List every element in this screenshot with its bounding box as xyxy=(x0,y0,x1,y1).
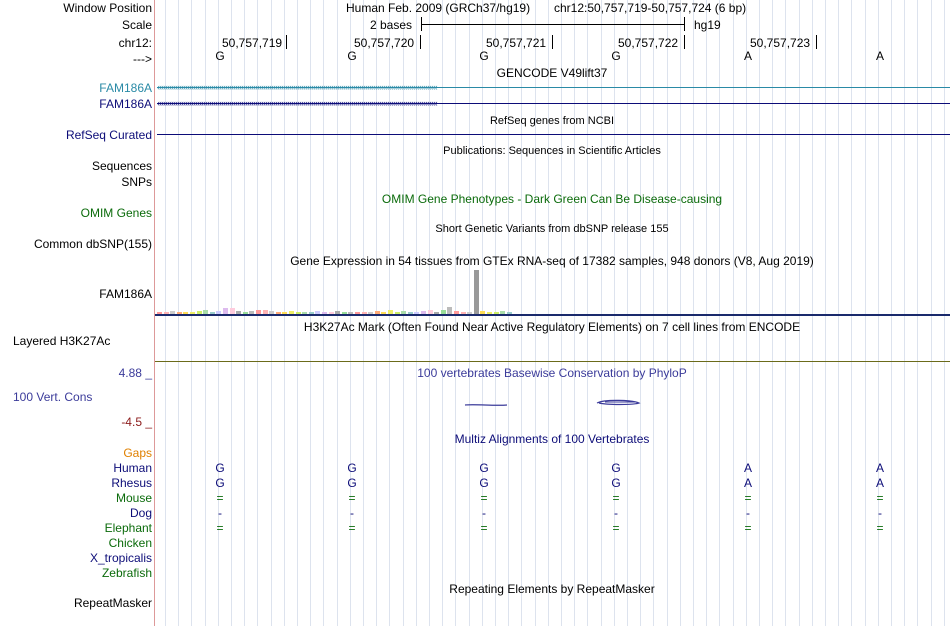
publications-track-title: Publications: Sequences in Scientific Articles xyxy=(443,145,661,157)
species-label-zebrafish[interactable]: Zebrafish xyxy=(101,566,152,580)
alignment-cell: = xyxy=(876,491,884,505)
h3k27ac-track-label[interactable]: Layered H3K27Ac xyxy=(13,334,111,348)
phylop-min-label: -4.5 _ xyxy=(121,415,152,429)
alignment-cell: = xyxy=(348,491,356,505)
ruler-tick xyxy=(420,35,421,49)
alignment-cell: G xyxy=(215,476,225,490)
ruler-coord: 50,757,722 xyxy=(618,36,679,50)
ruler-tick xyxy=(816,35,817,49)
alignment-cell: G xyxy=(479,476,489,490)
alignment-cell: = xyxy=(216,521,224,535)
phylop-track-title: 100 vertebrates Basewise Conservation by PhyloP xyxy=(417,366,687,380)
ruler-coord: 50,757,723 xyxy=(750,36,811,50)
dbsnp-track-label[interactable]: Common dbSNP(155) xyxy=(33,237,152,251)
sequences-track-label[interactable]: Sequences xyxy=(91,159,152,173)
db-text: hg19 xyxy=(694,18,721,32)
scale-text: 2 bases xyxy=(370,18,413,32)
ruler-tick xyxy=(552,35,553,49)
h3k27ac-track-title: H3K27Ac Mark (Often Found Near Active Regulatory Elements) on 7 cell lines from ENCODE xyxy=(303,320,801,334)
species-label-rhesus[interactable]: Rhesus xyxy=(111,476,152,490)
repeatmasker-track-title: Repeating Elements by RepeatMasker xyxy=(449,582,655,596)
alignment-cell: = xyxy=(744,521,752,535)
track-label-column xyxy=(0,0,154,626)
alignment-cell: A xyxy=(875,461,884,475)
chrom-label[interactable]: chr12: xyxy=(118,36,152,50)
alignment-cell: - xyxy=(482,506,486,520)
phylop-max-label: 4.88 _ xyxy=(118,366,152,380)
alignment-cell: - xyxy=(746,506,750,520)
omim-track-label[interactable]: OMIM Genes xyxy=(80,206,152,220)
gtex-track-label[interactable]: FAM186A xyxy=(99,287,152,301)
alignment-cell: = xyxy=(216,491,224,505)
scale-label[interactable]: Scale xyxy=(121,18,152,32)
repeatmasker-track-label[interactable]: RepeatMasker xyxy=(73,596,152,610)
alignment-cell: - xyxy=(350,506,354,520)
gtex-bar-plot[interactable] xyxy=(155,268,950,314)
gtex-tissue-bar[interactable] xyxy=(447,307,452,314)
gencode-row-label-1[interactable]: FAM186A xyxy=(99,81,152,95)
alignment-cell: = xyxy=(480,491,488,505)
alignment-cell: G xyxy=(347,476,357,490)
ruler-coord: 50,757,720 xyxy=(354,36,415,50)
alignment-cell: = xyxy=(612,521,620,535)
multiz-track-title: Multiz Alignments of 100 Vertebrates xyxy=(454,432,650,446)
h3k27ac-signal-line[interactable] xyxy=(155,361,950,362)
alignment-cell: G xyxy=(479,461,489,475)
gtex-baseline xyxy=(155,314,950,316)
gaps-track-label[interactable]: Gaps xyxy=(123,446,152,460)
reference-base: A xyxy=(743,49,752,63)
scale-bar xyxy=(421,17,685,31)
species-label-x-tropicalis[interactable]: X_tropicalis xyxy=(89,551,152,565)
alignment-cell: = xyxy=(876,521,884,535)
snps-track-label[interactable]: SNPs xyxy=(121,175,152,189)
species-label-chicken[interactable]: Chicken xyxy=(108,536,152,550)
window-position-label[interactable]: Window Position xyxy=(63,1,152,15)
gtex-track-title: Gene Expression in 54 tissues from GTEx RNA-seq of 17382 samples, 948 donors (V8, Aug 2019) xyxy=(290,254,814,268)
species-label-human[interactable]: Human xyxy=(113,461,152,475)
track-image-area[interactable] xyxy=(155,0,950,626)
phylop-track-label[interactable]: 100 Vert. Cons xyxy=(13,390,93,404)
gencode-transcript-2[interactable]: ‹‹‹‹‹‹‹‹‹‹‹‹‹‹‹‹‹‹‹‹‹‹‹‹‹‹‹‹‹‹‹‹‹‹‹‹‹‹‹‹‹‹‹‹‹‹‹‹‹‹‹‹‹‹‹‹‹‹‹‹‹‹‹‹‹‹‹‹‹‹‹‹‹‹‹‹‹‹‹‹‹‹‹‹‹‹‹‹‹‹‹‹‹‹‹‹‹‹‹‹‹‹‹‹‹‹‹‹‹‹‹‹‹‹‹‹‹‹‹‹‹‹‹‹‹‹‹‹‹‹‹‹‹‹‹‹‹‹‹‹ xyxy=(157,99,950,108)
alignment-cell: G xyxy=(611,476,621,490)
alignment-cell: G xyxy=(611,461,621,475)
reference-base: G xyxy=(215,49,225,63)
ruler-tick xyxy=(286,35,287,49)
refseq-transcript-line[interactable] xyxy=(157,134,950,135)
alignment-cell: A xyxy=(743,476,752,490)
refseq-track-title: RefSeq genes from NCBI xyxy=(489,115,615,127)
reference-base: G xyxy=(611,49,621,63)
alignment-cell: = xyxy=(348,521,356,535)
species-label-elephant[interactable]: Elephant xyxy=(104,521,152,535)
species-label-dog[interactable]: Dog xyxy=(129,506,152,520)
ruler-coord: 50,757,719 xyxy=(222,36,283,50)
alignment-cell: A xyxy=(875,476,884,490)
alignment-cell: A xyxy=(743,461,752,475)
species-label-mouse[interactable]: Mouse xyxy=(115,491,152,505)
alignment-cell: = xyxy=(480,521,488,535)
alignment-cell: - xyxy=(614,506,618,520)
gencode-track-title: GENCODE V49lift37 xyxy=(496,66,608,80)
alignment-cell: G xyxy=(347,461,357,475)
refseq-track-label[interactable]: RefSeq Curated xyxy=(65,128,152,142)
assembly-text: Human Feb. 2009 (GRCh37/hg19) xyxy=(346,1,531,15)
gencode-row-label-2[interactable]: FAM186A xyxy=(99,97,152,111)
ruler-tick xyxy=(684,35,685,49)
alignment-cell: = xyxy=(612,491,620,505)
ruler-coord: 50,757,721 xyxy=(486,36,547,50)
alignment-cell: G xyxy=(215,461,225,475)
dbsnp-track-title: Short Genetic Variants from dbSNP release 155 xyxy=(435,223,669,235)
gencode-transcript-1[interactable]: ‹‹‹‹‹‹‹‹‹‹‹‹‹‹‹‹‹‹‹‹‹‹‹‹‹‹‹‹‹‹‹‹‹‹‹‹‹‹‹‹‹‹‹‹‹‹‹‹‹‹‹‹‹‹‹‹‹‹‹‹‹‹‹‹‹‹‹‹‹‹‹‹‹‹‹‹‹‹‹‹‹‹‹‹‹‹‹‹‹‹‹‹‹‹‹‹‹‹‹‹‹‹‹‹‹‹‹‹‹‹‹‹‹‹‹‹‹‹‹‹‹‹‹‹‹‹‹‹‹‹‹‹‹‹‹‹‹‹‹‹ xyxy=(157,83,950,92)
reference-base: A xyxy=(875,49,884,63)
gtex-tissue-bar[interactable] xyxy=(474,270,479,314)
omim-track-title: OMIM Gene Phenotypes - Dark Green Can Be Disease-causing xyxy=(381,192,723,206)
alignment-cell: - xyxy=(218,506,222,520)
phylop-signal[interactable] xyxy=(455,396,655,412)
alignment-cell: - xyxy=(878,506,882,520)
position-text: chr12:50,757,719-50,757,724 (6 bp) xyxy=(554,1,747,15)
alignment-cell: = xyxy=(744,491,752,505)
strand-label[interactable]: ---> xyxy=(133,52,152,66)
reference-base: G xyxy=(347,49,357,63)
reference-base: G xyxy=(479,49,489,63)
